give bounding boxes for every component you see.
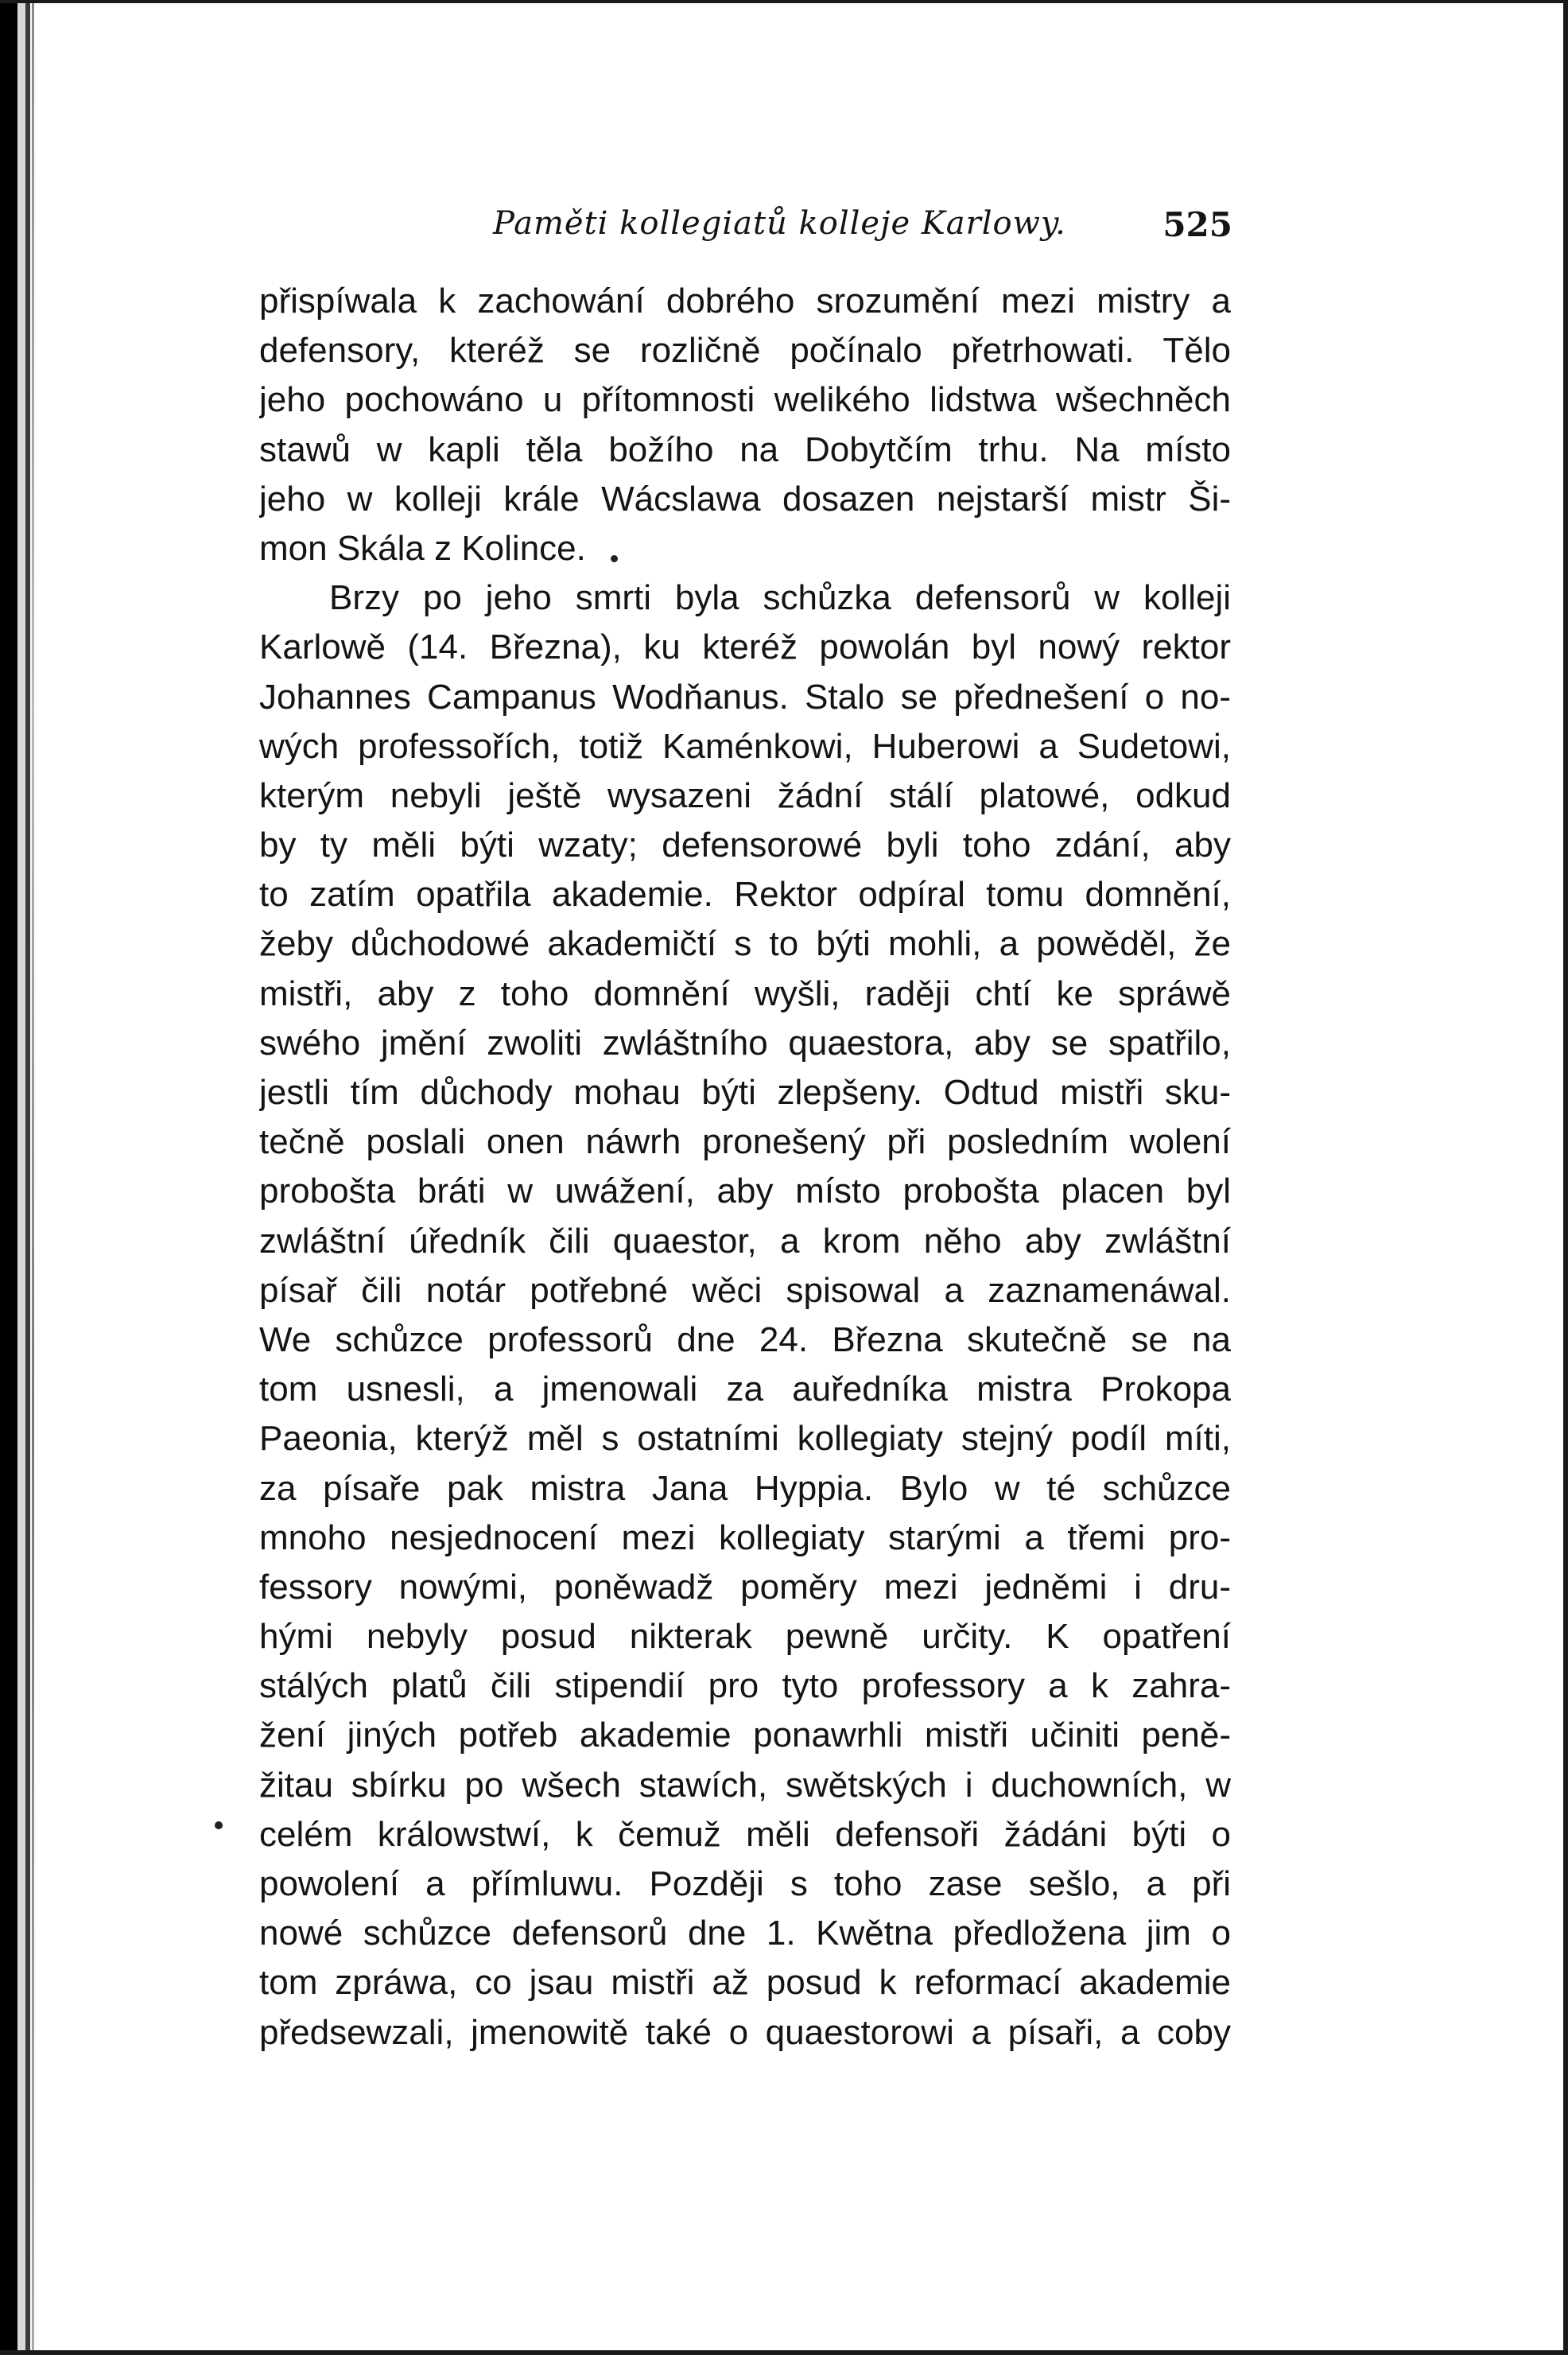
book-edge-top [0,0,1568,3]
text-line: We schůzce professorů dne 24. Března skutečně se na [259,1319,1231,1359]
text-line: Johannes Campanus Wodňanus. Stalo se přednešení o no- [259,677,1231,717]
text-line: písař čili notár potřebné wěci spisowal a zaznamenáwal. [259,1270,1231,1310]
book-edge-left [0,0,17,2355]
text-line: to zatím opatřila akademie. Rektor odpíral tomu domnění, [259,875,1231,915]
text-line: jestli tím důchody mohau býti zlepšeny. Odtud mistři sku- [259,1073,1231,1112]
text-line: wých professořích, totiž Kaménkowi, Huberowi a Sudetowi, [259,726,1231,766]
text-line: defensory, kteréž se rozličně počínalo přetrhowati. Tělo [259,331,1231,371]
text-line: powolení a přímluwu. Později s toho zase sešlo, a při [259,1864,1231,1903]
margin-speck [215,1821,223,1829]
book-edge-right [1563,0,1568,2355]
text-line: celém králowstwí, k čemuž měli defensoři žádáni býti o [259,1814,1231,1854]
text-line: probošta bráti w uwážení, aby místo probošta placen byl [259,1172,1231,1211]
text-line: stálých platů čili stipendií pro tyto professory a k zahra- [259,1666,1231,1706]
text-line: hými nebyly posud nikterak pewně určity. K opatření [259,1617,1231,1657]
book-edge-bottom [0,2350,1568,2355]
running-title: Paměti kollegiatů kolleje Karlowy. [493,205,1066,242]
text-line: jeho w kolleji krále Wácslawa dosazen nejstarší mistr Ši- [259,479,1231,519]
text-line: přispíwala k zachowání dobrého srozumění mezi mistry a [259,282,1231,321]
text-line: kterým nebyli ještě wysazeni žádní stálí platowé, odkud [259,775,1231,815]
text-line: fessory nowými, poněwadž poměry mezi jedněmi i dru- [259,1567,1231,1607]
text-line: swého jmění zwoliti zwláštního quaestora, aby se spatřilo, [259,1023,1231,1063]
text-line: zwláštní úředník čili quaestor, a krom něho aby zwláštní [259,1221,1231,1261]
text-line: mistři, aby z toho domnění wyšli, raději chtí ke spráwě [259,973,1231,1013]
text-line: žení jiných potřeb akademie ponawrhli mistři učiniti peně- [259,1716,1231,1755]
text-line: žeby důchodowé akademičtí s to býti mohli, a powěděl, že [259,924,1231,964]
text-line: Paeonia, kterýž měl s ostatními kollegiaty stejný podíl míti, [259,1419,1231,1459]
text-line: mnoho nesjednocení mezi kollegiaty starými a třemi pro- [259,1518,1231,1557]
text-line: by ty měli býti wzaty; defensorowé byli toho zdání, aby [259,826,1231,865]
text-line: za písaře pak mistra Jana Hyppia. Bylo w té schůzce [259,1468,1231,1508]
text-line: předsewzali, jmenowitě také o quaestorowi a písaři, a coby [259,2012,1231,2052]
text-line: jeho pochowáno u přítomnosti welikého lidstwa wšechněch [259,380,1231,420]
text-line: stawů w kapli těla božího na Dobytčím trhu. Na místo [259,429,1231,469]
book-edge-line [32,0,34,2355]
text-speck [611,555,618,562]
page-number: 525 [1162,205,1232,244]
book-edge-gap [17,0,25,2355]
page-header [262,205,1232,261]
book-edge-inner [25,0,30,2355]
text-line: tečně poslali onen náwrh pronešený při posledním wolení [259,1122,1231,1162]
text-line: mon Skála z Kolince. [259,528,586,568]
text-line: žitau sbírku po wšech stawích, swětských i duchowních, w [259,1765,1231,1805]
text-line: tom usnesli, a jmenowali za auředníka mistra Prokopa [259,1370,1231,1409]
body-text [259,277,1231,2058]
text-line: Karlowě (14. Března), ku kteréž powolán byl nowý rektor [259,628,1231,667]
paragraph-start-line: Brzy po jeho smrti byla schůzka defensorů w kolleji [329,578,1231,618]
text-line: nowé schůzce defensorů dne 1. Kwětna předložena jim o [259,1914,1231,1953]
text-line: tom zpráwa, co jsau mistři až posud k reformací akademie [259,1963,1231,2003]
